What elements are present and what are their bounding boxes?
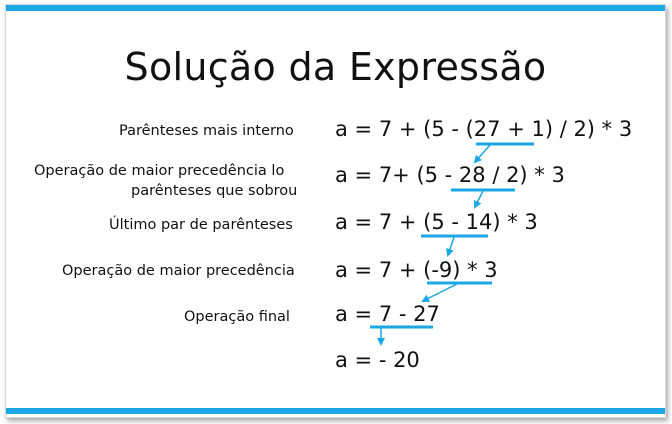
step-label-5: Operação final — [184, 309, 290, 325]
step-label-4: Operação de maior precedência — [62, 263, 295, 279]
step-label-3: Último par de parênteses — [109, 217, 293, 233]
expression-step-4: a = 7 + (-9) * 3 — [335, 258, 498, 282]
bottom-accent-bar — [6, 408, 665, 414]
expression-step-6: a = - 20 — [335, 348, 420, 372]
expression-step-3: a = 7 + (5 - 14) * 3 — [335, 210, 538, 234]
arrow-step-3 — [448, 237, 454, 255]
arrow-step-4 — [423, 284, 457, 301]
expression-step-2: a = 7+ (5 - 28 / 2) * 3 — [335, 163, 565, 187]
step-label-2-line2: parênteses que sobrou — [131, 183, 298, 199]
expression-step-1: a = 7 + (5 - (27 + 1) / 2) * 3 — [335, 117, 633, 141]
slide-title: Solução da Expressão — [124, 45, 547, 89]
arrow-step-1 — [475, 145, 490, 162]
arrow-step-2 — [475, 191, 483, 207]
step-label-2-line1: Operação de maior precedência lo — [34, 163, 285, 179]
reduction-arrows — [6, 5, 665, 417]
step-label-1: Parênteses mais interno — [119, 123, 294, 139]
slide — [5, 4, 666, 418]
expression-step-5: a = 7 - 27 — [335, 302, 440, 326]
